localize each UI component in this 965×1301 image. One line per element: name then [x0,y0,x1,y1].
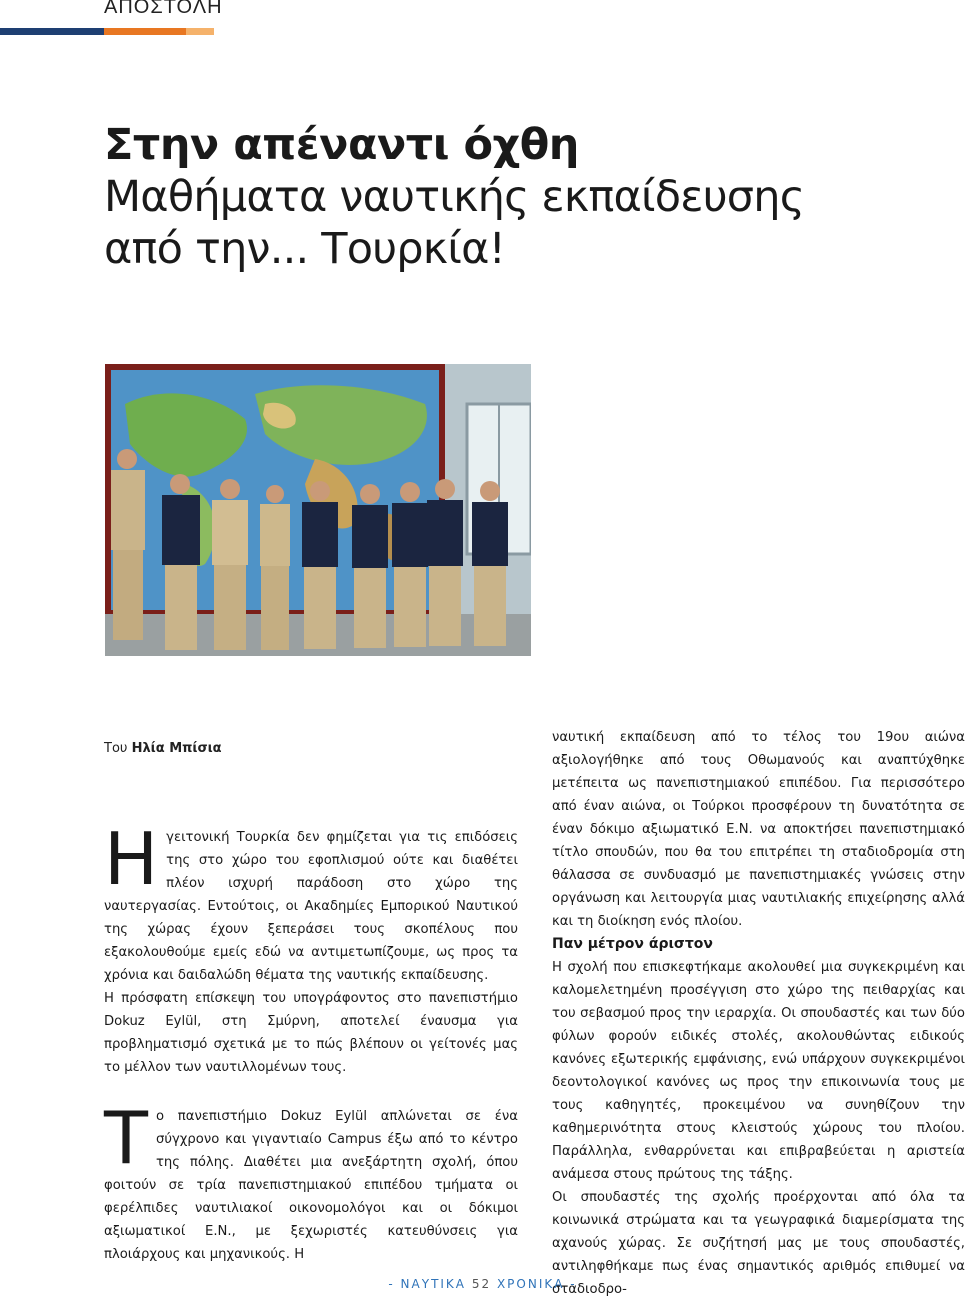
article-paragraph-1 [104,817,518,987]
header-bar-navy [0,28,104,35]
subheading: Παν μέτρον άριστον [552,936,713,952]
paragraph-1-text: γειτονική Τουρκία δεν φημίζεται για τις επιδόσεις της στο χώρο του εφοπλισμού ούτε και διαθέτει πλέον ισχυρή παράδοση στο χώρο της ναυτεργασίας. Εντούτοις, οι Ακαδημίες Εμπορικού Ναυτικού της χώρας έχουν ξεπεράσει τους σκοπέλους που εξακολουθούμε εμείς εδώ να αντιμετωπίζουμε, ως προς τα χρόνια και δαιδαλώδη θέματα της ναυτικής εκπαίδευσης. [104,830,518,983]
article-paragraph-2: Η πρόσφατη επίσκεψη του υπογράφοντος στο πανεπιστήμιο Dokuz Eylül, στη Σμύρνη, αποτελεί έναυσμα για προβληματισμό σχετικά με το πώς βλέπουν οι γείτονές μας το μέλλον των ναυτιλλομένων τους. [104,991,518,1075]
article-paragraph-6: Οι σπουδαστές της σχολής προέρχονται από όλα τα κοινωνικά στρώματα και τα γεωγραφικά διαμερίσματα της αχανούς χώρας. Σε συζήτησή μας με τους σπουδαστές, αντιληφθήκαμε πως ένας σημαντικός αριθμός επιθυμεί να σταδιοδρο- [552,1190,965,1297]
article-subtitle-line-1: Μαθήματα ναυτικής εκπαίδευσης [104,172,805,222]
page-footer [0,1277,965,1291]
header-bar-orange [104,28,186,35]
article-paragraph-5: Η σχολή που επισκεφτήκαμε ακολουθεί μια συγκεκριμένη και καλομελετημένη προσέγγιση στο χώρο της πειθαρχίας και του σεβασμού προς την ιεραρχία. Οι σπουδαστές και των δύο φύλων φορούν ειδικές στολές, ακολουθώντας ειδικούς κανόνες εξωτερικής εμφάνισης, ενώ υπάρχουν συγκεκριμένοι δεοντολογικοί κανόνες ως προς την επικοινωνία τους με τους καθηγητές, προκειμένου να συνηθίζουν την καθημερινότητα στους κλειστούς χώρους του πλοίου. Παράλληλα, ενθαρρύνεται και επιβραβεύεται η αριστεία ανάμεσα στους πρώτους της τάξης. [552,960,965,1182]
group-photo [105,364,531,656]
section-label: ΑΠΟΣΤΟΛΗ [104,0,223,18]
dropcap: Τ [104,1096,148,1180]
dropcap: Η [104,817,159,901]
article-column-right [552,726,965,1301]
article-title: Στην απέναντι όχθη [104,120,579,170]
page-number: 52 [471,1277,492,1291]
byline-prefix: Του [104,741,128,756]
byline-author: Ηλία Μπίσια [131,741,222,756]
footer-left: - ΝΑΥΤΙΚΑ [388,1277,467,1291]
article-paragraph-4: ναυτική εκπαίδευση από το τέλος του 19ου αιώνα αξιολογήθηκε από τους Οθωμανούς και αναπτύχθηκε μετέπειτα ως πανεπιστημιακού επιπέδου. Για περισσότερο από έναν αιώνα, οι Τούρκοι προσφέρουν τη δυνατότητα σε έναν δόκιμο αξιωματικό Ε.Ν. να αποκτήσει πανεπιστημιακό τίτλο σπουδών, που θα του επιτρέπει τη σταδιοδρομία στη θάλασσα σε συνδυασμό με πανεπιστημιακές γνώσεις στην οργάνωση και λειτουργία μιας ναυτιλιακής επιχείρησης αλλά και τη διοίκηση ενός πλοίου. [552,730,965,929]
byline [104,741,222,756]
paragraph-3-text: ο πανεπιστήμιο Dokuz Eylül απλώνεται σε ένα σύγχρονο και γιγαντιαίο Campus έξω από το κέντρο της πόλης. Διαθέτει μια ανεξάρτητη σχολή, όπου φοιτούν σε τρία πανεπιστημιακού επιπέδου τμήματα οι φερέλπιδες ναυτιλιακοί οικονομολόγοι και οι δόκιμοι αξιωματικοί Ε.Ν., με ξεχωριστές κατευθύνσεις για πλοιάρχους και μηχανικούς. Η [104,1109,518,1262]
header-bar-light [186,28,214,35]
article-subtitle-line-2: από την... Τουρκία! [104,224,506,274]
footer-right: ΧΡΟΝΙΚΑ - [496,1277,577,1291]
group-photo-illustration [105,364,531,656]
article-paragraph-3 [104,1096,518,1266]
article-column-left [104,817,518,1266]
